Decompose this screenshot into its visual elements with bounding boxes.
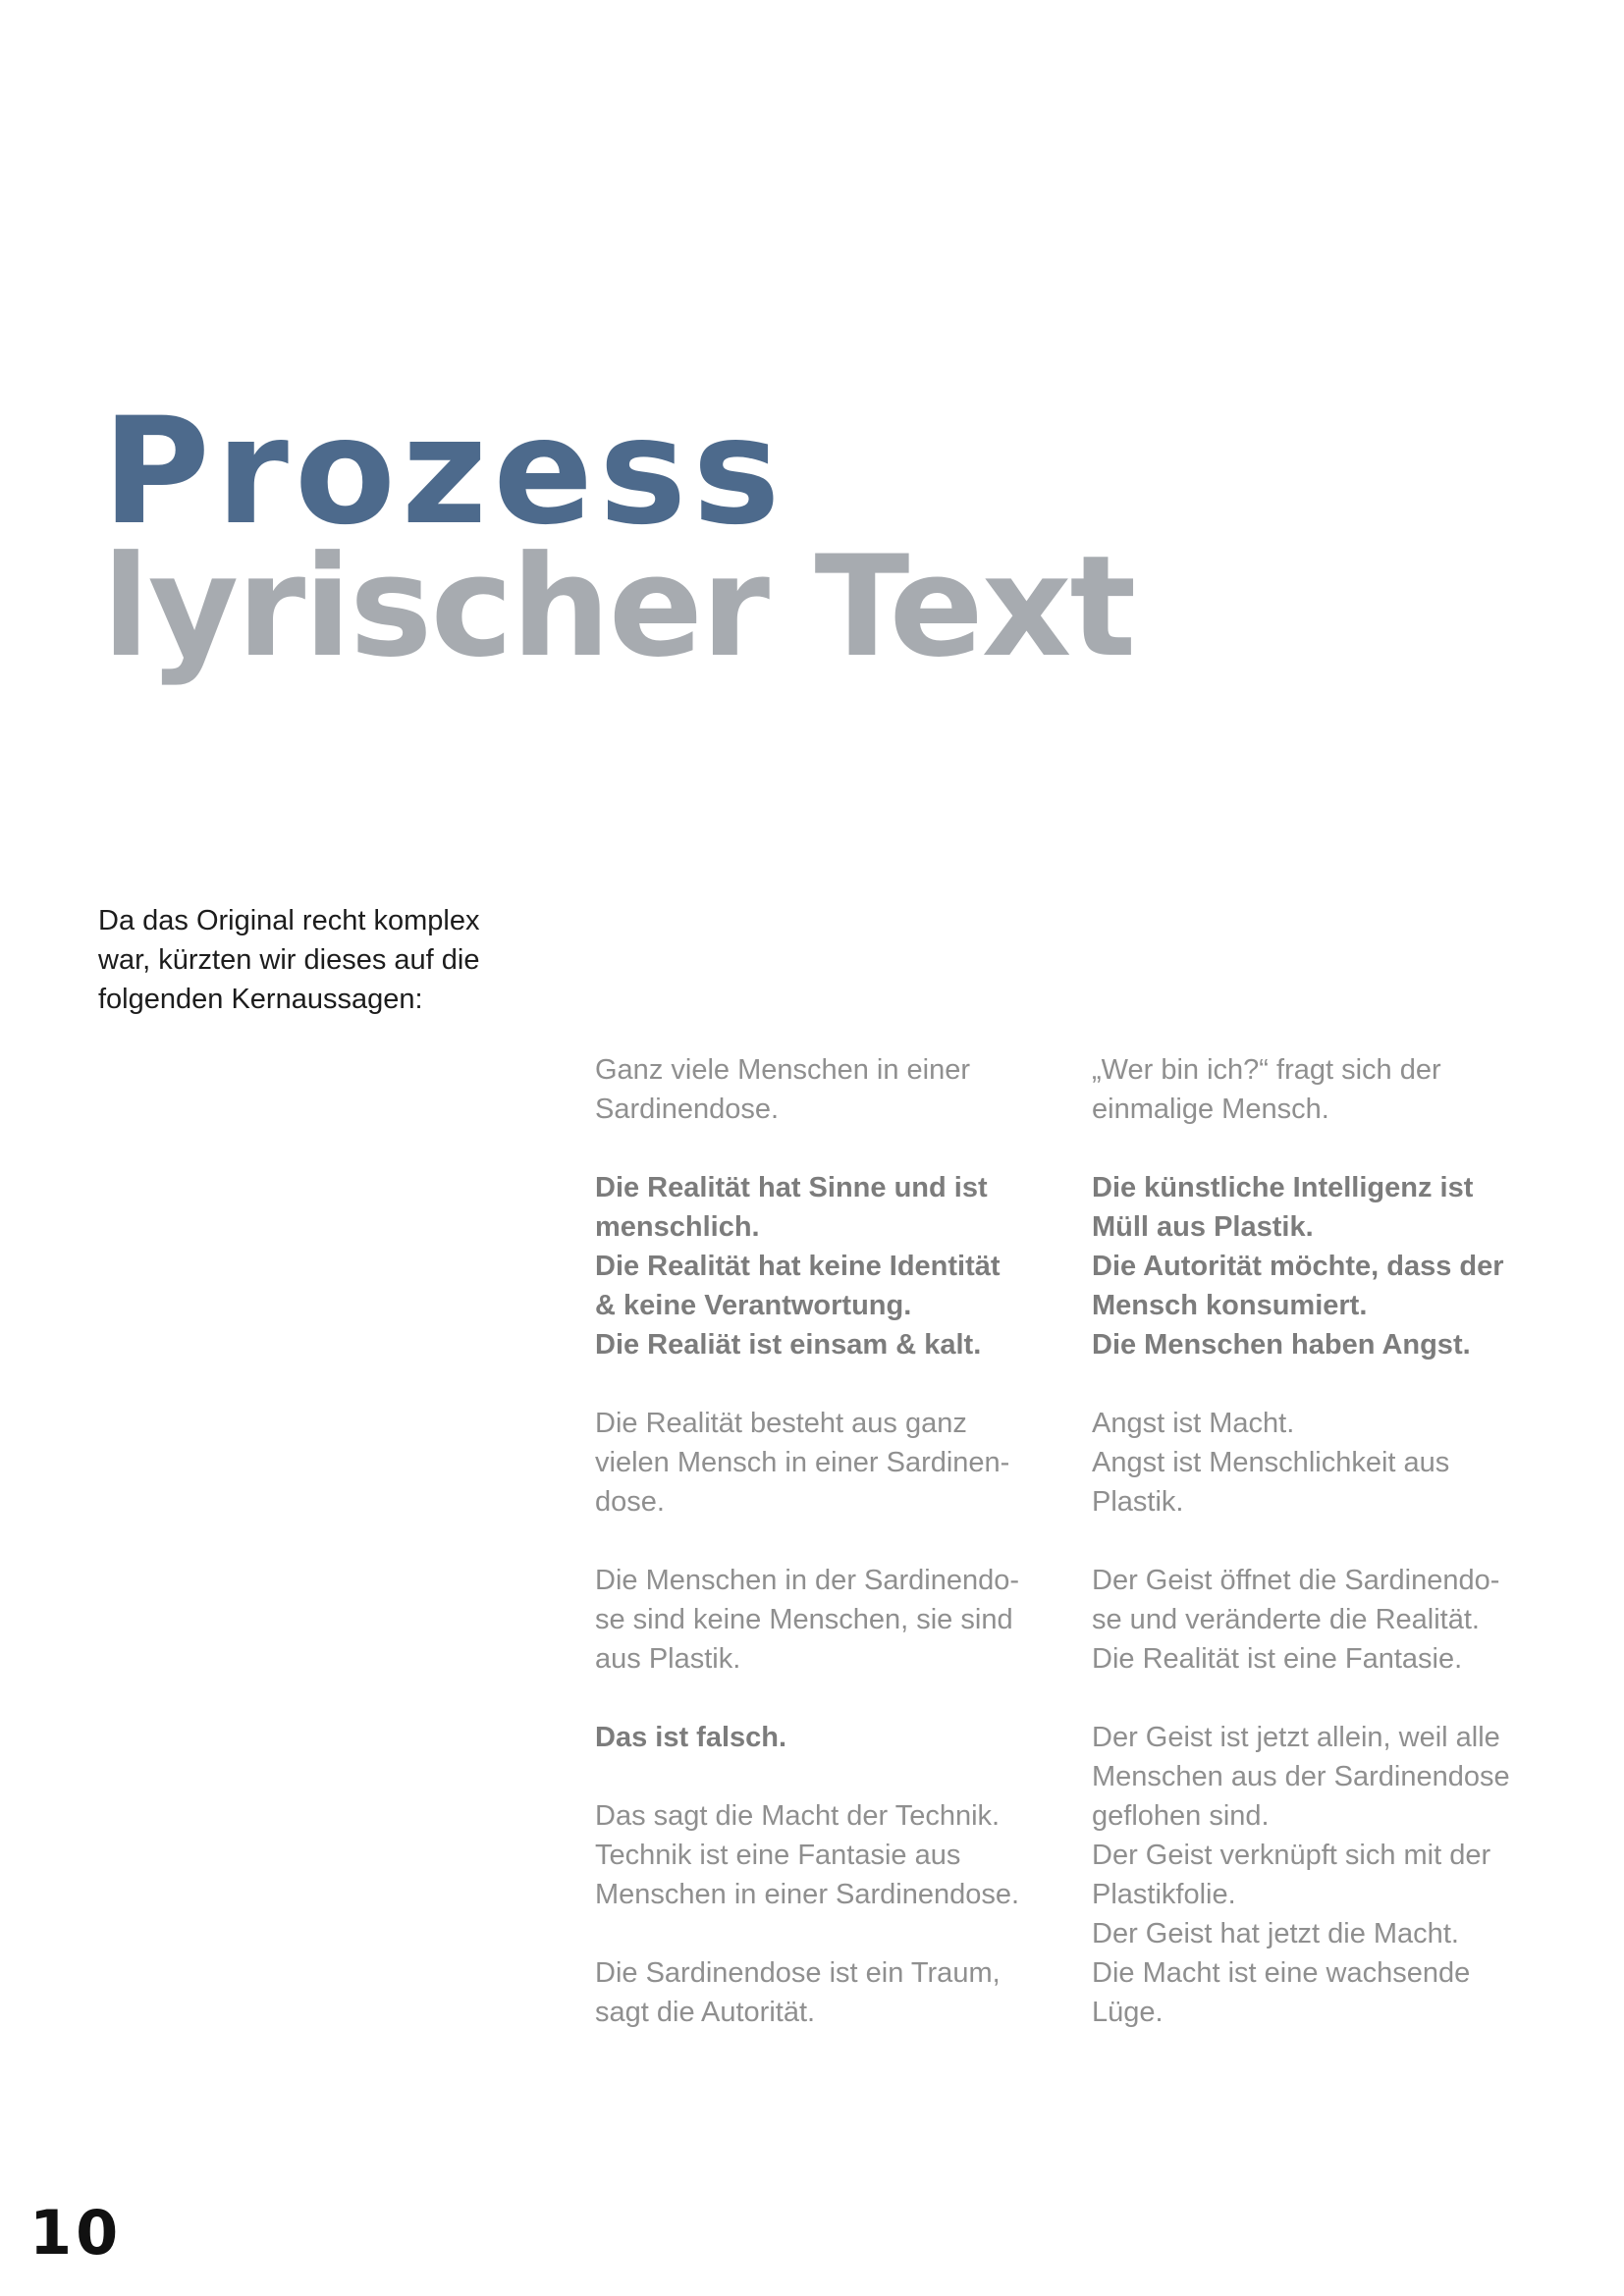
poem-stanza-bold: [595, 1168, 1066, 1364]
poem-line: & keine Verantwortung.: [595, 1290, 912, 1321]
poem-line: Plastikfolie.: [1092, 1879, 1236, 1910]
poem-line: Menschen in einer Sardinendose.: [595, 1879, 1020, 1910]
poem-line: Die Realität hat keine Identität: [595, 1251, 1001, 1282]
poem-line: Müll aus Plastik.: [1092, 1211, 1314, 1243]
poem-stanza-bold: [1092, 1168, 1563, 1364]
poem-line: „Wer bin ich?“ fragt sich der: [1092, 1054, 1441, 1086]
poem-column-left: [595, 1050, 1066, 2071]
intro-paragraph: [98, 901, 530, 1019]
poem-line: Technik ist eine Fantasie aus: [595, 1840, 961, 1871]
poem-line: Der Geist hat jetzt die Macht.: [1092, 1918, 1459, 1949]
page-title: [102, 387, 1135, 688]
poem-line: Die Realität besteht aus ganz: [595, 1408, 967, 1439]
poem-line: Die Realiät ist einsam & kalt.: [595, 1329, 982, 1361]
poem-line: Die Macht ist eine wachsende: [1092, 1957, 1471, 1989]
poem-line: Der Geist ist jetzt allein, weil alle: [1092, 1722, 1500, 1753]
poem-line: se und veränderte die Realität.: [1092, 1604, 1480, 1635]
poem-line: Die Realität hat Sinne und ist: [595, 1172, 988, 1203]
page-number: 10: [29, 2197, 123, 2269]
poem-stanza: [1092, 1050, 1563, 1129]
poem-line: sagt die Autorität.: [595, 1997, 816, 2028]
poem-stanza: [1092, 1718, 1563, 2032]
poem-line: Der Geist öffnet die Sardinendo-: [1092, 1565, 1500, 1596]
intro-line: Da das Original recht komplex: [98, 905, 480, 936]
poem-line: Die Realität ist eine Fantasie.: [1092, 1643, 1463, 1675]
intro-line: folgenden Kernaussagen:: [98, 984, 423, 1015]
title-line-lyrischer-text: lyrischer Text: [102, 526, 1135, 688]
poem-line: Der Geist verknüpft sich mit der: [1092, 1840, 1491, 1871]
intro-line: war, kürzten wir dieses auf die: [98, 944, 480, 976]
poem-line: Die Sardinendose ist ein Traum,: [595, 1957, 1001, 1989]
poem-stanza: [1092, 1561, 1563, 1679]
title-line-prozess: Prozess: [102, 387, 786, 558]
poem-stanza: [595, 1953, 1066, 2032]
poem-stanza: [1092, 1404, 1563, 1522]
poem-line: Menschen aus der Sardinendose: [1092, 1761, 1510, 1792]
poem-line: Sardinendose.: [595, 1094, 780, 1125]
poem-stanza: [595, 1796, 1066, 1914]
poem-line: geflohen sind.: [1092, 1800, 1270, 1832]
poem-column-right: [1092, 1050, 1563, 2071]
poem-line: Die Menschen in der Sardinendo-: [595, 1565, 1020, 1596]
poem-line: Das sagt die Macht der Technik.: [595, 1800, 1001, 1832]
poem-line: aus Plastik.: [595, 1643, 741, 1675]
poem-line: einmalige Mensch.: [1092, 1094, 1329, 1125]
poem-line: Das ist falsch.: [595, 1722, 787, 1753]
poem-line: Angst ist Menschlichkeit aus: [1092, 1447, 1450, 1478]
poem-line: Ganz viele Menschen in einer: [595, 1054, 971, 1086]
poem-line: Die künstliche Intelligenz ist: [1092, 1172, 1474, 1203]
poem-stanza: [595, 1050, 1066, 1129]
poem-line: Die Autorität möchte, dass der: [1092, 1251, 1504, 1282]
poem-stanza: [595, 1404, 1066, 1522]
poem-line: dose.: [595, 1486, 665, 1518]
poem-line: Die Menschen haben Angst.: [1092, 1329, 1471, 1361]
poem-line: menschlich.: [595, 1211, 760, 1243]
poem-line: Angst ist Macht.: [1092, 1408, 1295, 1439]
poem-line: Mensch konsumiert.: [1092, 1290, 1368, 1321]
poem-stanza-bold: [595, 1718, 1066, 1757]
poem-line: Plastik.: [1092, 1486, 1184, 1518]
poem-line: vielen Mensch in einer Sardinen-: [595, 1447, 1010, 1478]
poem-line: Lüge.: [1092, 1997, 1164, 2028]
poem-line: se sind keine Menschen, sie sind: [595, 1604, 1013, 1635]
poem-stanza: [595, 1561, 1066, 1679]
